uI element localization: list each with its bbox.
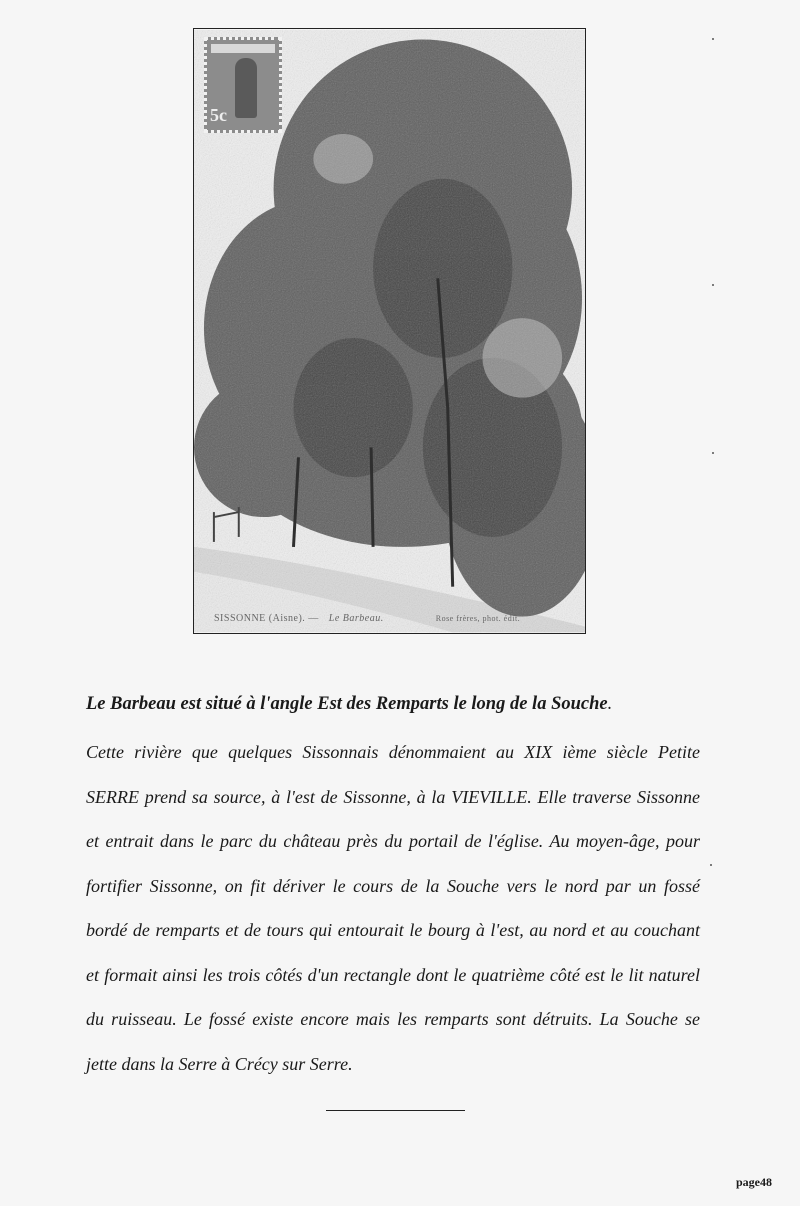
caption-publisher: Rose frères, phot. édit. [435,614,521,623]
stamp-value: 5c [210,105,227,125]
lead-period: . [607,694,613,714]
text-line: SERRE prend sa source, à l'est de Sissonne, à la VIEVILLE. Elle traverse Sissonne [86,786,700,807]
body-paragraph [86,730,700,1086]
scan-speck [712,38,714,40]
page-number: page48 [736,1175,772,1189]
text-line: du ruisseau. Le fossé existe encore mais les remparts sont détruits. La Souche se [86,1009,700,1029]
section-divider [326,1110,465,1111]
postcard-image [193,28,586,634]
sower-figure-icon [235,58,257,118]
text-line: bordé de remparts et de tours qui entourait le bourg à l'est, au nord et au couchant [86,920,700,940]
text-line: jette dans la Serre à Crécy sur Serre. [86,1053,353,1074]
scan-speck [712,284,714,286]
postcard-caption [214,613,520,624]
lead-sentence [86,694,612,715]
text-line: et entrait dans le parc du château près du portail de l'église. Au moyen-âge, pour [86,831,700,851]
lead-text: Le Barbeau est situé à l'angle Est des Remparts le long de la Souche [86,694,608,714]
postage-stamp [204,37,282,133]
scan-speck [710,864,712,866]
stamp-header [211,44,275,53]
text-line: Cette rivière que quelques Sissonnais dénommaient au XIX ième siècle Petite [86,742,700,762]
scan-speck [712,452,714,454]
caption-title: Le Barbeau. [328,613,384,624]
text-line: et formait ainsi les trois côtés d'un rectangle dont le quatrième côté est le lit naturel [86,964,700,985]
text-line: fortifier Sissonne, on fit dériver le cours de la Souche vers le nord par un fossé [86,875,700,896]
caption-place: SISSONNE (Aisne). — [214,613,319,624]
